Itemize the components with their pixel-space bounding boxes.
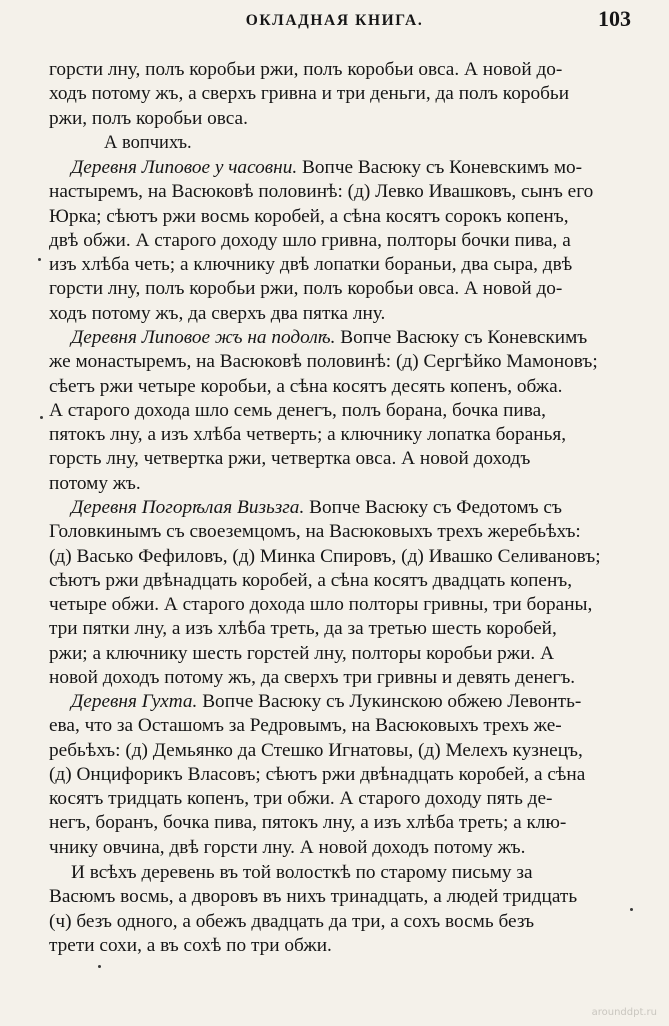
line-text: Вопче Васюку съ Лукинскою обжею Левонть- bbox=[197, 691, 582, 712]
text-line bbox=[49, 690, 622, 714]
ink-speck bbox=[38, 258, 41, 261]
text-line: Головкинымъ съ своеземцомъ, на Васюковыхъ трехъ жеребьѣхъ: bbox=[49, 521, 581, 543]
text-line: сѣютъ ржи двѣнадцать коробей, а сѣна косятъ двадцать копенъ, bbox=[49, 569, 573, 591]
ink-speck bbox=[40, 416, 43, 419]
page-number: 103 bbox=[598, 6, 631, 31]
text-line: горсти лну, полъ коробьи ржи, полъ коробьи овса. А новой до- bbox=[49, 278, 563, 300]
text-line: двѣ обжи. А старого доходу шло гривна, полторы бочки пива, а bbox=[49, 229, 571, 251]
text-line: (ч) безъ одного, а обежъ двадцать да три, а сохъ восмь безъ bbox=[49, 910, 535, 932]
village-name: Деревня Погорѣлая Визьзга. bbox=[71, 497, 305, 518]
line-text: Вопче Васюку съ Федотомъ съ bbox=[304, 497, 562, 518]
ink-speck bbox=[98, 965, 101, 968]
text-line: Васюмъ восмь, а дворовъ въ нихъ тринадцать, а людей тридцать bbox=[49, 886, 578, 908]
line-text: Вопче Васюку съ Коневскимъ bbox=[335, 327, 588, 348]
text-line: ходъ потому жъ, а сверхъ гривна и три деньги, да полъ коробьи bbox=[49, 83, 570, 105]
text-line: А старого дохода шло семь денегъ, полъ борана, бочка пива, bbox=[49, 399, 546, 421]
text-line: горсть лну, четвертка ржи, четвертка овса. А новой доходъ bbox=[49, 448, 531, 470]
ink-speck bbox=[630, 908, 633, 911]
text-line: горсти лну, полъ коробьи ржи, полъ коробьи овса. А новой до- bbox=[49, 59, 563, 80]
text-line: четыре обжи. А старого дохода шло полторы гривны, три бораны, bbox=[49, 594, 593, 616]
text-line: чнику овчина, двѣ горсти лну. А новой доходъ потому жъ. bbox=[49, 836, 526, 858]
text-line: сѣетъ ржи четыре коробьи, а сѣна косятъ десять копенъ, обжа. bbox=[49, 375, 563, 397]
text-line: потому жъ. bbox=[49, 472, 141, 494]
village-name: Деревня Липовое жъ на подолѣ. bbox=[71, 327, 336, 348]
text-line: пятокъ лну, а изъ хлѣба четверть; а ключнику лопатка боранья, bbox=[49, 424, 567, 446]
paragraph-continuation bbox=[49, 58, 622, 131]
text-line: (д) Васько Фефиловъ, (д) Минка Спировъ, (д) Ивашко Селивановъ; bbox=[49, 545, 601, 567]
section-heading: А вопчихъ. bbox=[104, 133, 192, 153]
text-line bbox=[49, 496, 622, 520]
text-line bbox=[49, 156, 622, 180]
page-header bbox=[30, 6, 639, 36]
text-line: изъ хлѣба четь; а ключнику двѣ лопатки бораньи, два сыра, двѣ bbox=[49, 254, 573, 276]
text-line: ржи, полъ коробьи овса. bbox=[49, 107, 248, 129]
paragraph-gukhta bbox=[49, 690, 622, 860]
text-line bbox=[49, 326, 622, 350]
text-line: (д) Онцифорикъ Власовъ; сѣютъ ржи двѣнадцать коробей, а сѣна bbox=[49, 763, 586, 785]
text-line: же монастыремъ, на Васюковѣ половинѣ: (д) Сергѣйко Мамоновъ; bbox=[49, 351, 598, 373]
text-line: косятъ тридцать копенъ, три обжи. А старого доходу пять де- bbox=[49, 788, 553, 810]
village-name: Деревня Гухта. bbox=[71, 691, 198, 712]
text-line: настыремъ, на Васюковѣ половинѣ: (д) Левко Ивашковъ, сынъ его bbox=[49, 181, 594, 203]
text-line: негъ, боранъ, бочка пива, пятокъ лну, а изъ хлѣба треть; а клю- bbox=[49, 812, 567, 834]
running-title: ОКЛАДНАЯ КНИГА. bbox=[245, 12, 424, 29]
text-line: ева, что за Осташомъ за Редровымъ, на Васюковыхъ трехъ же- bbox=[49, 715, 562, 737]
text-line: три пятки лну, а изъ хлѣба треть, да за третью шесть коробей, bbox=[49, 618, 557, 640]
text-line: Юрка; сѣютъ ржи восмь коробей, а сѣна косятъ сорокъ копенъ, bbox=[49, 205, 569, 227]
paragraph-summary bbox=[49, 861, 622, 958]
text-line: новой доходъ потому жъ, да сверхъ три гривны и девять денегъ. bbox=[49, 667, 576, 689]
paragraph-lipovoe-podole bbox=[49, 326, 622, 496]
text-line: И всѣхъ деревень въ той волосткѣ по старому письму за bbox=[71, 862, 533, 883]
text-line: трети сохи, а въ сохѣ по три обжи. bbox=[49, 934, 332, 956]
text-line: ходъ потому жъ, да сверхъ два пятка лну. bbox=[49, 302, 386, 324]
watermark: arounddpt.ru bbox=[591, 1007, 657, 1018]
village-name: Деревня Липовое у часовни. bbox=[71, 157, 298, 178]
paragraph-pogorelaya bbox=[49, 496, 622, 690]
line-text: Вопче Васюку съ Коневскимъ мо- bbox=[297, 157, 583, 178]
paragraph-lipovoe-chasovni bbox=[49, 156, 622, 326]
text-line: ржи; а ключнику шесть горстей лну, полторы коробьи ржи. А bbox=[49, 642, 555, 664]
text-line: ребьѣхъ: (д) Демьянко да Стешко Игнатовы, (д) Мелехъ кузнецъ, bbox=[49, 739, 583, 761]
